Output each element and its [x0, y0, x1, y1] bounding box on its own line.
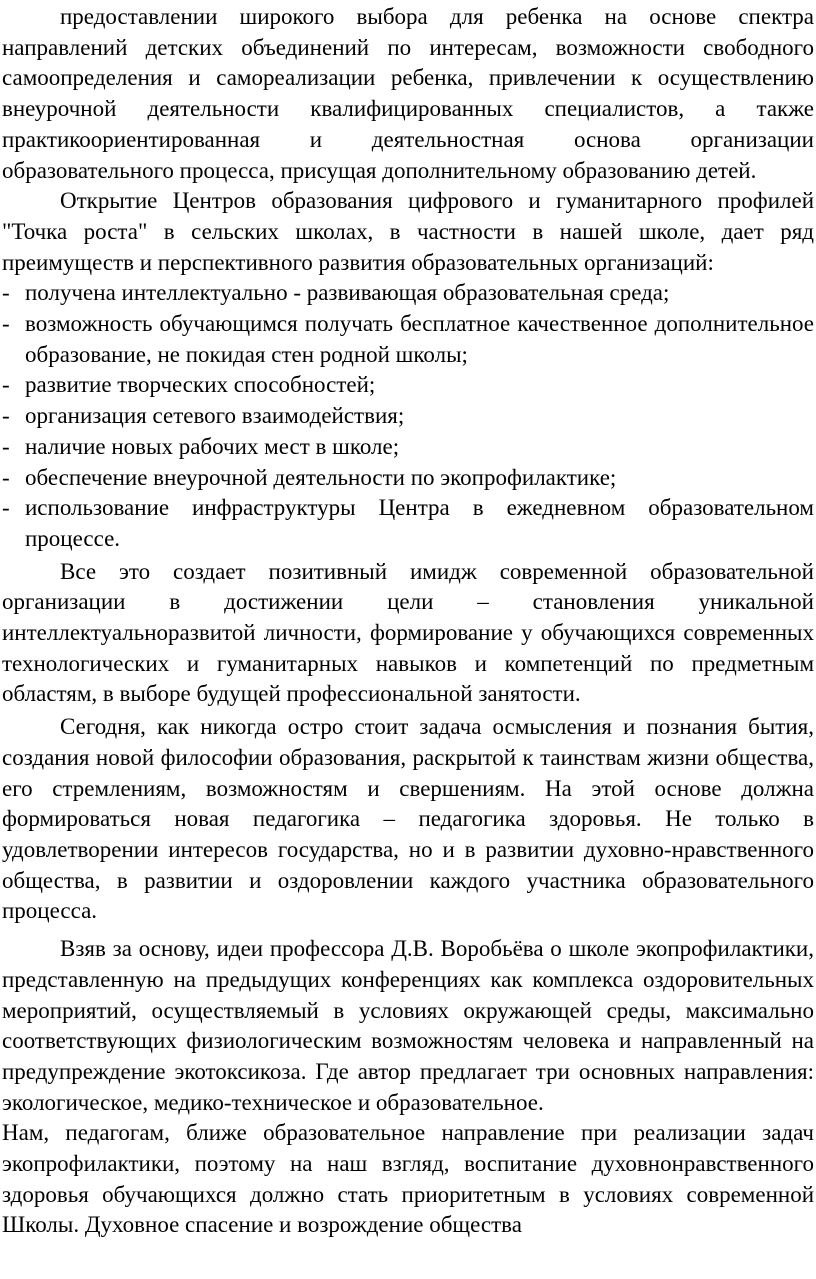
list-item — [2, 278, 814, 309]
paragraph-ecoprophylaxis: Взяв за основу, идеи профессора Д.В. Воробьёва о школе экопрофилактики, представленную на предыдущих конференциях как комплекса оздоровительных мероприятий, осуществляемый в условиях окружающей среды, максимально соответствующих физиологическим возможностям человека и направленный на предупреждение экотоксикоза. Где автор предлагает три основных направления: экологическое, медико-техническое и образовательное. — [2, 936, 814, 1115]
list-item-text: возможность обучающимся получать бесплатное качественное дополнительное образование, не покидая стен родной школы; — [25, 311, 814, 367]
document-page — [2, 2, 814, 1241]
list-dash: - — [2, 372, 10, 398]
list-item-text: наличие новых рабочих мест в школе; — [25, 433, 400, 459]
list-dash: - — [2, 311, 10, 337]
list-dash: - — [2, 280, 10, 306]
list-dash: - — [2, 464, 10, 490]
paragraph-positive-image: Все это создает позитивный имидж современной образовательной организации в достижении цели – становления уникальной интеллектуальноразвитой личности, формирование у обучающихся современных технологических и гуманитарных навыков и компетенций по предметным областям, в выборе будущей профессиональной занятости. — [2, 558, 814, 707]
paragraph-continuation: предоставлении широкого выбора для ребенка на основе спектра направлений детских объединений по интересам, возможности свободного самоопределения и самореализации ребенка, привлечении к осуществлению внеурочной деятельности квалифицированных специалистов, а также практикоориентированная и деятельностная основа организации образовательного процесса, присущая дополнительному образованию детей. — [2, 4, 814, 183]
list-item-text: получена интеллектуально - развивающая образовательная среда; — [25, 280, 670, 306]
paragraph-educational-direction: Нам, педагогам, ближе образовательное направление при реализации задач экопрофилактики, поэтому на наш взгляд, воспитание духовнонравственного здоровья обучающихся должно стать приоритетным в условиях современной Школы. Духовное спасение и возрождение общества — [2, 1120, 814, 1238]
list-dash: - — [2, 403, 10, 429]
list-dash: - — [2, 433, 10, 459]
list-item — [2, 309, 814, 370]
list-item-text: использование инфраструктуры Центра в ежедневном образовательном процессе. — [25, 495, 814, 551]
paragraph-pedagogy-of-health: Сегодня, как никогда остро стоит задача осмысления и познания бытия, создания новой философии образования, раскрытой к таинствам жизни общества, его стремлениям, возможностям и свершениям. На этой основе должна формироваться новая педагогика – педагогика здоровья. Не только в удовлетворении интересов государства, но и в развитии духовно-нравственного общества, в развитии и оздоровлении каждого участника образовательного процесса. — [2, 714, 814, 924]
list-item-text: развитие творческих способностей; — [25, 372, 376, 398]
list-item-text: обеспечение внеурочной деятельности по экопрофилактике; — [25, 464, 617, 490]
list-item — [2, 463, 814, 494]
list-dash: - — [2, 495, 10, 521]
list-item — [2, 370, 814, 401]
list-item — [2, 432, 814, 463]
list-item — [2, 401, 814, 432]
paragraph-tochka-rosta: Открытие Центров образования цифрового и гуманитарного профилей "Точка роста" в сельских школах, в частности в нашей школе, дает ряд преимуществ и перспективного развития образовательных организаций: — [2, 188, 814, 275]
list-item-text: организация сетевого взаимодействия; — [25, 403, 405, 429]
list-item — [2, 493, 814, 554]
advantages-list — [2, 278, 814, 554]
